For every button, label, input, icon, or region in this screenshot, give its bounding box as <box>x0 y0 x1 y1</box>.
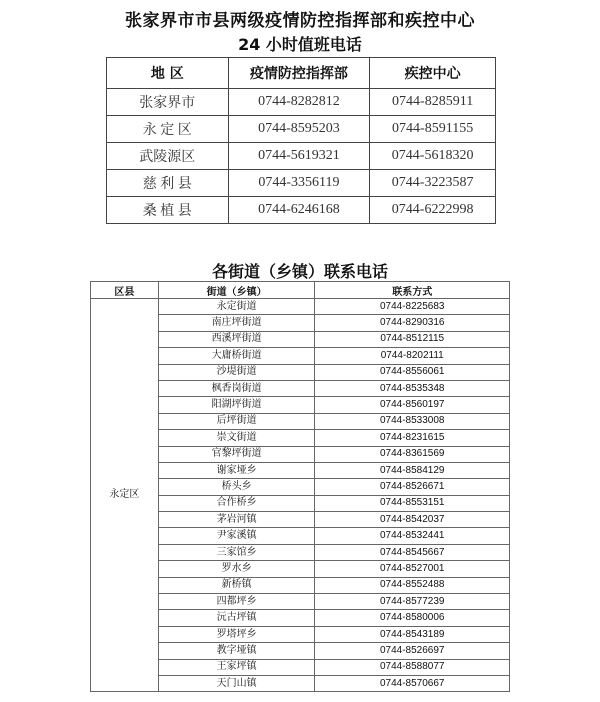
table-row <box>107 116 496 143</box>
street-phone-cell: 0744-8577239 <box>315 594 510 610</box>
street-phone-cell: 0744-8560197 <box>315 397 510 413</box>
street-name-cell: 新桥镇 <box>158 577 315 593</box>
street-name-cell: 茅岩河镇 <box>158 512 315 528</box>
street-section-title: 各街道（乡镇）联系电话 <box>211 262 388 281</box>
street-phone-cell: 0744-8512115 <box>315 331 510 347</box>
street-phone-cell: 0744-8556061 <box>315 364 510 380</box>
street-phone-cell: 0744-8580006 <box>315 610 510 626</box>
street-name-cell: 尹家溪镇 <box>158 528 315 544</box>
street-phone-cell: 0744-8202111 <box>315 348 510 364</box>
table-row <box>91 299 510 315</box>
street-phone-cell: 0744-8553151 <box>315 495 510 511</box>
street-table-body <box>91 299 510 692</box>
street-name-cell: 罗塔坪乡 <box>158 626 315 642</box>
street-phone-cell: 0744-8552488 <box>315 577 510 593</box>
street-phone-cell: 0744-8584129 <box>315 462 510 478</box>
page-subtitle: 24 小时值班电话 <box>238 35 362 54</box>
street-phone-cell: 0744-8588077 <box>315 659 510 675</box>
column-header-district: 区县 <box>91 282 159 299</box>
command-phone-cell: 0744-6246168 <box>228 197 370 224</box>
area-cell: 武陵源区 <box>107 143 229 170</box>
street-name-cell: 西溪坪街道 <box>158 331 315 347</box>
column-header-command: 疫情防控指挥部 <box>228 58 370 89</box>
street-phone-cell: 0744-8225683 <box>315 299 510 315</box>
street-phone-cell: 0744-8526697 <box>315 643 510 659</box>
street-name-cell: 天门山镇 <box>158 675 315 691</box>
street-phone-cell: 0744-8535348 <box>315 380 510 396</box>
street-name-cell: 阳湖坪街道 <box>158 397 315 413</box>
street-phone-cell: 0744-8545667 <box>315 544 510 560</box>
table-row <box>107 197 496 224</box>
street-name-cell: 大庸桥街道 <box>158 348 315 364</box>
column-header-area: 地 区 <box>107 58 229 89</box>
street-phone-cell: 0744-8543189 <box>315 626 510 642</box>
command-phone-cell: 0744-3356119 <box>228 170 370 197</box>
area-cell: 慈 利 县 <box>107 170 229 197</box>
column-header-cdc: 疾控中心 <box>370 58 496 89</box>
command-phone-cell: 0744-8282812 <box>228 89 370 116</box>
command-phone-cell: 0744-5619321 <box>228 143 370 170</box>
street-name-cell: 王家坪镇 <box>158 659 315 675</box>
cdc-phone-cell: 0744-8591155 <box>370 116 496 143</box>
street-name-cell: 后坪街道 <box>158 413 315 429</box>
command-phone-cell: 0744-8595203 <box>228 116 370 143</box>
column-header-contact: 联系方式 <box>315 282 510 299</box>
cdc-phone-cell: 0744-8285911 <box>370 89 496 116</box>
county-hotline-table <box>106 57 496 224</box>
street-name-cell: 沅古坪镇 <box>158 610 315 626</box>
street-phone-cell: 0744-8542037 <box>315 512 510 528</box>
street-phone-cell: 0744-8231615 <box>315 430 510 446</box>
street-name-cell: 谢家垭乡 <box>158 462 315 478</box>
street-phone-cell: 0744-8526671 <box>315 479 510 495</box>
street-name-cell: 沙堤街道 <box>158 364 315 380</box>
cdc-phone-cell: 0744-3223587 <box>370 170 496 197</box>
street-name-cell: 枫香岗街道 <box>158 380 315 396</box>
table-header-row <box>91 282 510 299</box>
table-row <box>107 170 496 197</box>
street-contact-table <box>90 281 510 692</box>
street-name-cell: 四都坪乡 <box>158 594 315 610</box>
cdc-phone-cell: 0744-6222998 <box>370 197 496 224</box>
street-name-cell: 桥头乡 <box>158 479 315 495</box>
table-row <box>107 89 496 116</box>
page-title: 张家界市市县两级疫情防控指挥部和疾控中心 <box>125 11 475 31</box>
street-phone-cell: 0744-8570667 <box>315 675 510 691</box>
area-cell: 永 定 区 <box>107 116 229 143</box>
street-name-cell: 永定街道 <box>158 299 315 315</box>
street-phone-cell: 0744-8290316 <box>315 315 510 331</box>
street-name-cell: 罗水乡 <box>158 561 315 577</box>
area-cell: 张家界市 <box>107 89 229 116</box>
street-name-cell: 南庄坪街道 <box>158 315 315 331</box>
district-cell: 永定区 <box>91 299 159 692</box>
street-name-cell: 三家馆乡 <box>158 544 315 560</box>
street-name-cell: 崇文街道 <box>158 430 315 446</box>
cdc-phone-cell: 0744-5618320 <box>370 143 496 170</box>
street-phone-cell: 0744-8527001 <box>315 561 510 577</box>
street-phone-cell: 0744-8533008 <box>315 413 510 429</box>
table-row <box>107 143 496 170</box>
street-phone-cell: 0744-8361569 <box>315 446 510 462</box>
table-header-row <box>107 58 496 89</box>
street-phone-cell: 0744-8532441 <box>315 528 510 544</box>
column-header-street: 街道（乡镇） <box>158 282 315 299</box>
street-name-cell: 教字垭镇 <box>158 643 315 659</box>
street-name-cell: 官黎坪街道 <box>158 446 315 462</box>
area-cell: 桑 植 县 <box>107 197 229 224</box>
street-name-cell: 合作桥乡 <box>158 495 315 511</box>
